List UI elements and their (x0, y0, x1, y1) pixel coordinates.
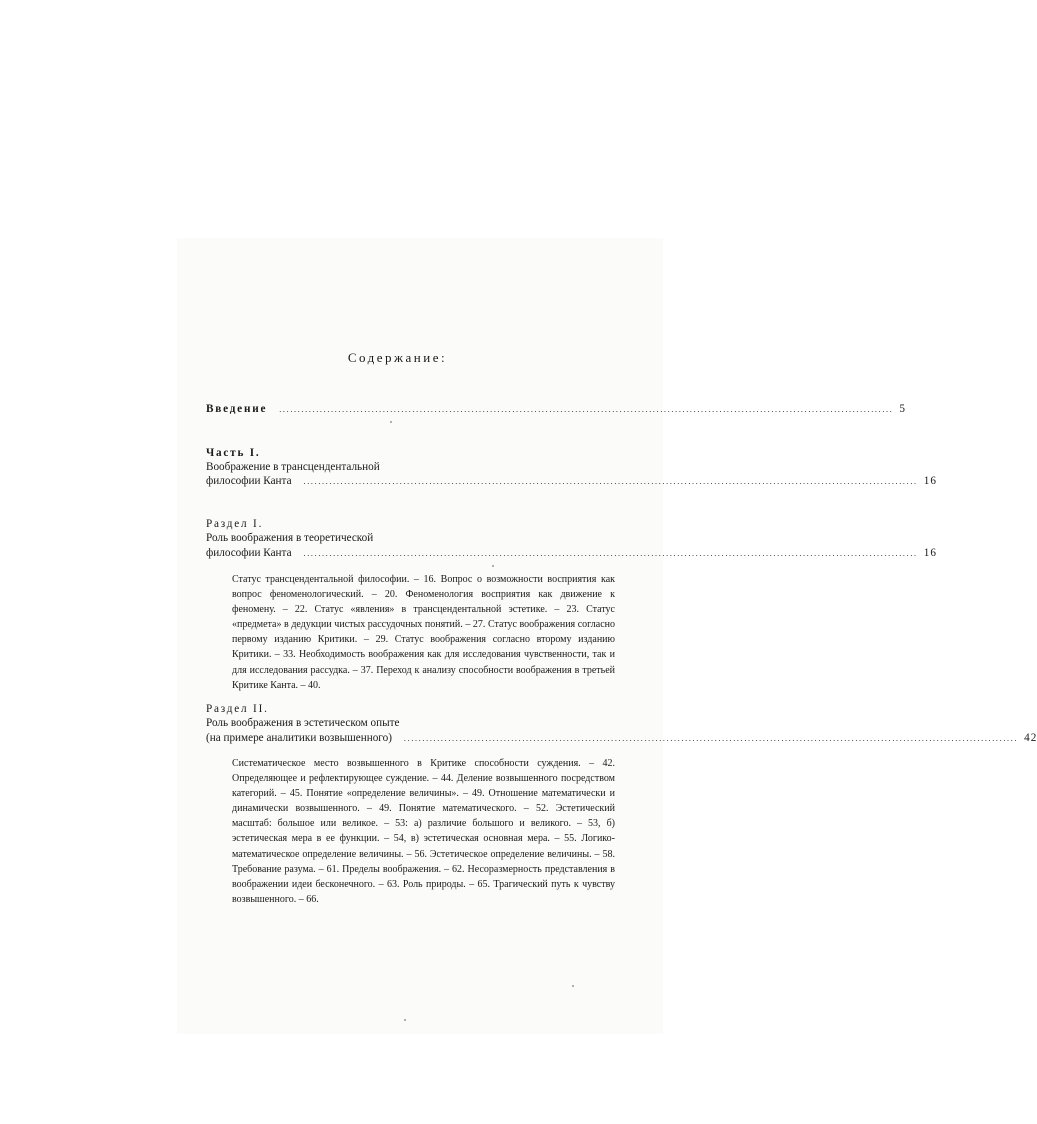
toc-page-number: 16 (923, 475, 937, 487)
scan-speck (492, 565, 494, 567)
toc-entry-introduction[interactable] (206, 402, 907, 417)
leader-dots: ...................................................................................................................................................................... (303, 549, 918, 558)
page-title: Содержание: (347, 350, 448, 365)
section-title-line: Роль воображения в теоретической (206, 532, 374, 544)
scan-speck (390, 421, 392, 423)
toc-entry-section1[interactable] (206, 546, 937, 561)
toc-page-number: 16 (923, 547, 937, 559)
toc-entry-section2[interactable] (206, 731, 1037, 746)
section-contents-paragraph: Статус трансцендентальной философии. – 16. Вопрос о возможности восприятия как вопрос феноменологический. – 20. Феноменология восприятия как движение к феномену. – 22. Статус «явления» в трансцендентальной эстетике. – 23. Статус «предмета» в дедукции чистых рассудочных понятий. – 27. Статус воображения согласно первому изданию Критики. – 29. Статус воображения согласно второму изданию Критики. – 33. Необходимость воображения как для исследования чувственности, так и для исследования рассудка. – 37. Переход к анализу способности воображения в третьей Критике Канта. – 40. (232, 574, 615, 691)
leader-dots: ...................................................................................................................................................................... (303, 477, 918, 486)
toc-page-number: 5 (899, 403, 907, 415)
section-title-line: философии Канта (206, 547, 292, 559)
section-title-line: Роль воображения в эстетическом опыте (206, 717, 400, 729)
section-contents-paragraph: Систематическое место возвышенного в Критике способности суждения. – 42. Определяющее и рефлектирующее суждение. – 44. Деление возвышенного посредством категорий. – 45. Понятие «определение величины». – 49. Отношение математически и динамически возвышенного. – 49. Понятие математического. – 52. Эстетический масштаб: большое или великое. – 53: а) различие большого и великого. – 53, б) эстетическая мера в ее функции. – 54, в) эстетическая основная мера. – 55. Логико-математическое определение величины. – 56. Эстетическое определение величины. – 58. Требование разума. – 61. Пределы воображения. – 62. Несоразмерность представления в воображении идеи бесконечного. – 63. Роль природы. – 65. Трагический путь к чувству возвышенного. – 66. (232, 758, 615, 905)
part-title-line: Воображение в трансцендентальной (206, 461, 380, 473)
toc-entry-part1[interactable] (206, 474, 937, 489)
section-heading: Раздел II. (206, 703, 269, 715)
leader-dots: ...................................................................................................................................................................... (279, 405, 894, 414)
scan-speck (404, 1019, 406, 1021)
leader-dots: ...................................................................................................................................................................... (403, 734, 1019, 743)
toc-page-number: 42 (1024, 732, 1037, 744)
toc-entry-label: Введение (206, 403, 268, 415)
scan-speck (572, 985, 574, 987)
part-heading: Часть I. (206, 447, 261, 459)
part-title-line: философии Канта (206, 475, 292, 487)
section-title-line: (на примере аналитики возвышенного) (206, 732, 392, 744)
section-heading: Раздел I. (206, 518, 264, 530)
